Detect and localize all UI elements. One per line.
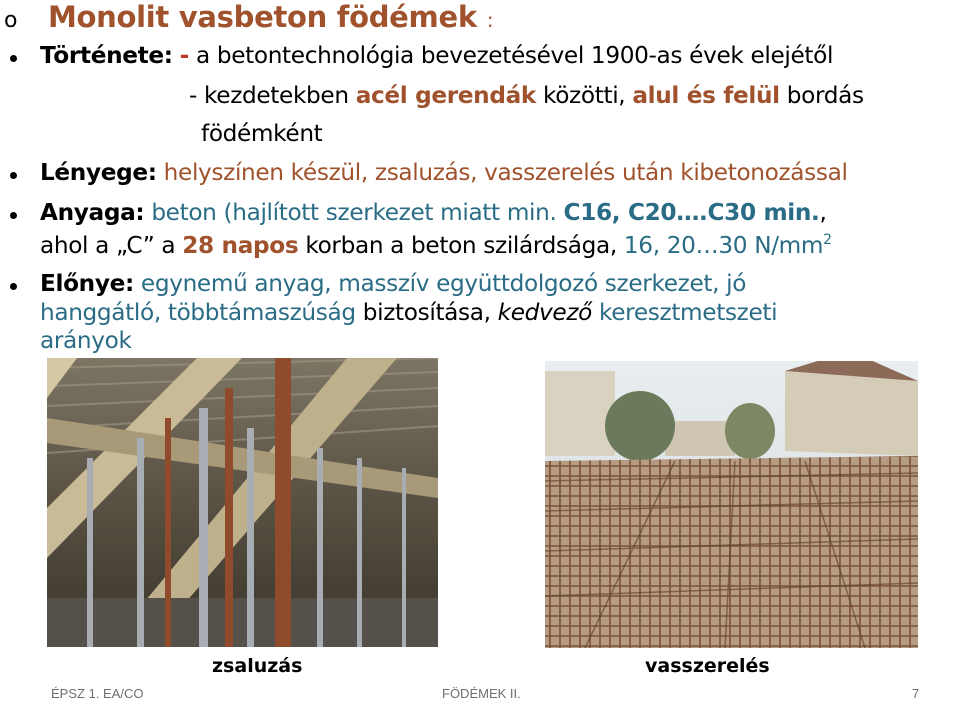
strength-values: 16, 20…30 N/mm: [623, 232, 824, 259]
tortenete-line-1: [40, 42, 833, 69]
slide-title: Monolit vasbeton födémek: [48, 0, 477, 34]
bullet-dot-icon: [10, 172, 17, 179]
tortenete-label: Története:: [40, 42, 173, 69]
formwork-caption: zsaluzás: [212, 655, 303, 677]
circle-o-icon: o: [4, 8, 18, 33]
tortenete-dash: -: [179, 42, 189, 69]
elonye-line-2: [40, 299, 777, 326]
kedvezo-emphasis: kedvező: [497, 299, 592, 326]
elonye-text-2a: hanggátló, többtámaszúság: [40, 299, 356, 326]
footer-course: ÉPSZ 1. EA/CO: [51, 686, 144, 701]
anyaga-label: Anyaga:: [40, 199, 145, 226]
28-napos-emphasis: 28 napos: [182, 232, 299, 259]
title-colon: :: [486, 8, 494, 32]
anyaga-text-2c: korban a beton szilárdsága,: [298, 232, 624, 259]
elonye-text-3: arányok: [40, 327, 132, 354]
tortenete-text-2a: - kezdetekben: [189, 82, 356, 109]
elonye-line-1: [40, 270, 746, 297]
tortenete-text-1: a betontechnológia bevezetésével 1900-as évek elejétől: [188, 42, 834, 69]
tortenete-text-2c: közötti,: [535, 82, 633, 109]
rebar-photo: [545, 361, 918, 648]
elonye-label: Előnye:: [40, 270, 134, 297]
tortenete-text-2e: bordás: [779, 82, 864, 109]
formwork-photo: [47, 358, 438, 647]
concrete-grade: C16, C20….C30 min.: [563, 199, 820, 226]
lenyege-text: helyszínen készül, zsaluzás, vasszerelés után kibetonozással: [156, 159, 848, 186]
anyaga-comma: ,: [819, 199, 827, 226]
tortenete-line-2: [189, 82, 864, 109]
footer-topic: FÖDÉMEK II.: [442, 686, 521, 701]
anyaga-text-1: beton (hajlított szerkezet miatt min.: [144, 199, 564, 226]
bullet-dot-icon: [10, 212, 17, 219]
footer-page-number: 7: [912, 686, 920, 701]
elonye-line-3: [40, 327, 132, 354]
unit-superscript: 2: [823, 232, 832, 248]
anyaga-line-1: [40, 199, 827, 226]
rebar-caption: vasszerelés: [645, 655, 770, 677]
lenyege-label: Lényege:: [40, 159, 157, 186]
anyaga-text-2a: ahol a „C” a: [40, 232, 183, 259]
elonye-text-1: egynemű anyag, masszív együttdolgozó szerkezet, jó: [133, 270, 747, 297]
tortenete-line-3: [201, 120, 322, 147]
bullet-dot-icon: [10, 55, 17, 62]
elonye-text-2b: biztosítása,: [355, 299, 498, 326]
lenyege-line: [40, 159, 848, 186]
elonye-text-2d: keresztmetszeti: [591, 299, 778, 326]
bullet-dot-icon: [10, 283, 17, 290]
title-row: [4, 0, 494, 40]
alul-es-felul-emphasis: alul és felül: [632, 82, 780, 109]
anyaga-line-2: [40, 232, 832, 259]
tortenete-text-3: födémként: [201, 120, 323, 147]
acel-gerendak-emphasis: acél gerendák: [355, 82, 536, 109]
